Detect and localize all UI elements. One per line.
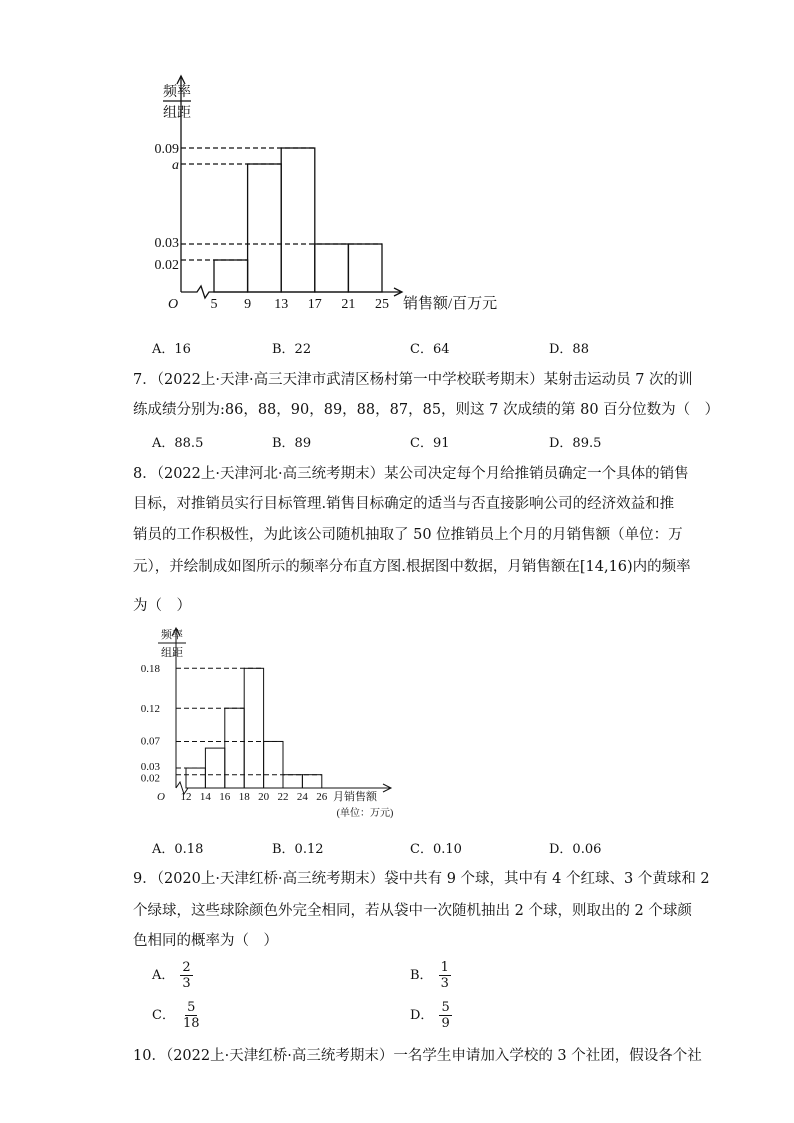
- q9-option-a[interactable]: [152, 960, 193, 991]
- histogram-sales: [150, 68, 530, 320]
- q6-option-b[interactable]: B．22: [272, 342, 312, 357]
- y-tick-label: 0.09: [154, 141, 179, 157]
- unit-note: (单位：万元): [336, 808, 394, 819]
- histogram-bar: [302, 775, 321, 788]
- q8-option-d[interactable]: D．0.06: [549, 842, 602, 857]
- q9-option-d[interactable]: [410, 1000, 452, 1031]
- x-tick-label: 5: [210, 297, 218, 312]
- x-tick-label: 17: [307, 297, 322, 312]
- histogram-bar: [244, 668, 263, 788]
- histogram-bar: [186, 768, 205, 788]
- ylabel-top: 频率: [163, 85, 191, 100]
- q7-option-a[interactable]: A．88.5: [152, 436, 204, 451]
- x-tick-label: 16: [219, 791, 231, 803]
- histogram-bar: [205, 748, 224, 788]
- histogram-monthly-sales: [135, 622, 415, 826]
- numerator: 5: [441, 1000, 450, 1015]
- q7-text-1: 7．（2022上·天津·高三天津市武清区杨村第一中学校联考期末）某射击运动员 7 次的训: [133, 372, 693, 388]
- x-tick-label: 14: [199, 791, 211, 803]
- q6-option-a[interactable]: A．16: [152, 342, 191, 357]
- denominator: 3: [440, 976, 449, 991]
- numerator: 2: [182, 960, 191, 975]
- x-tick-label: 9: [244, 297, 252, 312]
- numerator: 5: [187, 1000, 196, 1015]
- ylabel-bottom: 组距: [161, 647, 183, 659]
- y-tick-label: 0.12: [140, 703, 160, 716]
- y-tick-label: 0.07: [140, 735, 160, 748]
- q6-option-d[interactable]: D．88: [549, 342, 589, 357]
- q8-option-b[interactable]: B．0.12: [272, 842, 324, 857]
- x-tick-label: 12: [180, 791, 192, 803]
- x-tick-label: 20: [258, 791, 270, 803]
- origin-label: O: [167, 297, 179, 312]
- y-tick-label: a: [172, 157, 179, 173]
- x-axis-label: 销售额/百万元: [403, 296, 498, 312]
- y-tick-label: 0.03: [154, 235, 179, 251]
- ylabel-bottom: 组距: [163, 106, 191, 121]
- q10-text-1: 10．（2022上·天津红桥·高三统考期末）一名学生申请加入学校的 3 个社团，假设各个社: [133, 1048, 702, 1064]
- option-letter: D．: [410, 1008, 434, 1023]
- histogram-bar: [283, 775, 302, 788]
- q8-text-4: 元），并绘制成如图所示的频率分布直方图.根据图中数据，月销售额在[14,16)内的频率: [133, 559, 691, 575]
- x-axis-label: 月销售额: [333, 791, 377, 803]
- q7-option-c[interactable]: C．91: [410, 436, 450, 451]
- q8-text-3: 销员的工作积极性，为此该公司随机抽取了 50 位推销员上个月的月销售额（单位：万: [133, 527, 683, 543]
- q9-text-3: 色相同的概率为（ ）: [133, 933, 278, 949]
- x-tick-label: 18: [238, 791, 250, 803]
- x-tick-label: 26: [316, 791, 328, 803]
- y-tick-label: 0.03: [140, 760, 160, 773]
- q8-option-a[interactable]: A．0.18: [152, 842, 204, 857]
- option-letter: C．: [152, 1008, 175, 1023]
- y-tick-label: 0.02: [140, 772, 160, 785]
- denominator: 9: [441, 1016, 450, 1031]
- y-tick-label: 0.18: [140, 663, 160, 676]
- q6-option-c[interactable]: C．64: [410, 342, 450, 357]
- x-tick-label: 24: [296, 791, 308, 803]
- histogram-bar: [315, 244, 349, 292]
- q8-text-1: 8．（2022上·天津河北·高三统考期末）某公司决定每个月给推销员确定一个具体的销售: [133, 466, 689, 482]
- q8-text-2: 目标，对推销员实行目标管理.销售目标确定的适当与否直接影响公司的经济效益和推: [133, 496, 675, 512]
- q8-option-c[interactable]: C．0.10: [410, 842, 462, 857]
- x-tick-label: 22: [277, 791, 289, 803]
- histogram-bar: [281, 148, 315, 292]
- denominator: 3: [182, 976, 191, 991]
- q8-text-5: 为（ ）: [133, 598, 191, 614]
- histogram-bar: [248, 164, 282, 292]
- q7-text-2: 练成绩分别为:86，88，90，89，88，87，85，则这 7 次成绩的第 80 百分位数为（ ）: [133, 402, 720, 418]
- option-letter: B．: [410, 968, 433, 983]
- q7-option-b[interactable]: B．89: [272, 436, 312, 451]
- x-tick-label: 21: [341, 297, 356, 312]
- q7-option-d[interactable]: D．89.5: [549, 436, 602, 451]
- x-tick-label: 25: [375, 297, 389, 312]
- q9-text-1: 9．（2020上·天津红桥·高三统考期末）袋中共有 9 个球，其中有 4 个红球、3 个黄球和 2: [133, 871, 710, 887]
- histogram-bar: [264, 741, 283, 788]
- origin-label: O: [157, 791, 165, 803]
- x-tick-label: 13: [274, 297, 289, 312]
- q9-option-b[interactable]: [410, 960, 451, 991]
- y-tick-label: 0.02: [154, 257, 179, 273]
- numerator: 1: [440, 960, 449, 975]
- ylabel-top: 频率: [161, 629, 183, 641]
- histogram-bar: [348, 244, 382, 292]
- histogram-bar: [225, 708, 244, 788]
- option-letter: A．: [152, 968, 175, 983]
- q9-option-c[interactable]: [152, 1000, 202, 1031]
- q9-text-2: 个绿球，这些球除颜色外完全相同，若从袋中一次随机抽出 2 个球，则取出的 2 个球颜: [133, 903, 692, 919]
- histogram-bar: [214, 260, 248, 292]
- denominator: 18: [182, 1016, 200, 1031]
